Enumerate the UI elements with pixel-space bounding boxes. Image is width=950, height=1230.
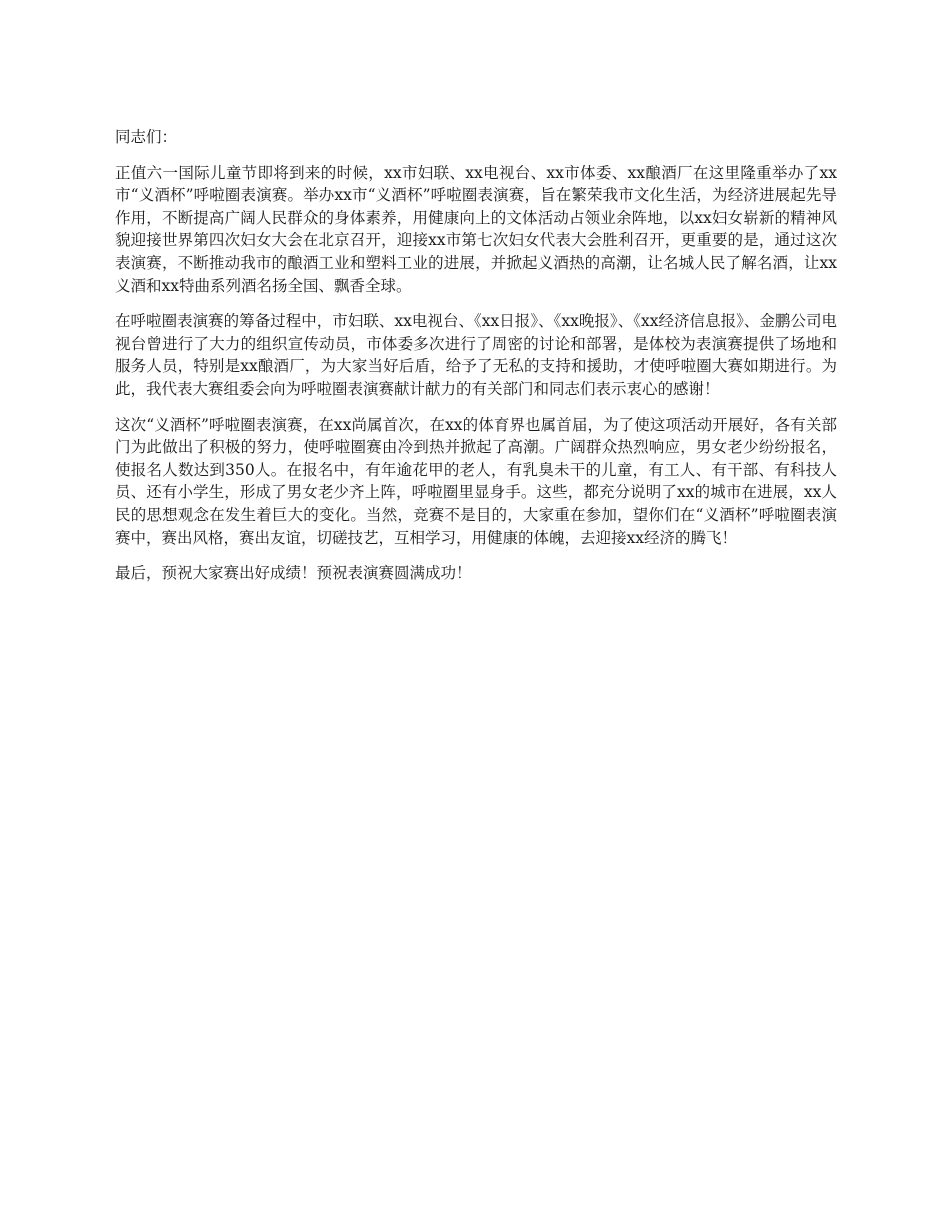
document-page — [115, 126, 837, 598]
paragraph-preparation: 在呼啦圈表演赛的筹备过程中，市妇联、xx电视台、《xx日报》、《xx晚报》、《xx经济信息报》、金鹏公司电视台曾进行了大力的组织宣传动员，市体委多次进行了周密的讨论和部署，是体校为表演赛提供了场地和服务人员，特别是xx酿酒厂，为大家当好后盾，给予了无私的支持和援助，才使呼啦圈大赛如期进行。为此，我代表大赛组委会向为呼啦圈表演赛献计献力的有关部门和同志们表示衷心的感谢！ — [115, 312, 837, 398]
greeting: 同志们： — [115, 128, 178, 146]
paragraph-event: 这次“义酒杯”呼啦圈表演赛，在xx尚属首次，在xx的体育界也属首届，为了使这项活动开展好，各有关部门为此做出了积极的努力，使呼啦圈赛由冷到热并掀起了高潮。广阔群众热烈响应，男女老少纷纷报名，使报名人数达到350人。在报名中，有年逾花甲的老人，有乳臭未干的儿童，有工人、有干部、有科技人员、还有小学生，形成了男女老少齐上阵，呼啦圈里显身手。这些，都充分说明了xx的城市在进展，xx人民的思想观念在发生着巨大的变化。当然，竞赛不是目的，大家重在参加，望你们在“义酒杯”呼啦圈表演赛中，赛出风格，赛出友谊，切磋技艺，互相学习，用健康的体魄，去迎接xx经济的腾飞！ — [115, 415, 837, 547]
paragraph-opening: 正值六一国际儿童节即将到来的时候，xx市妇联、xx电视台、xx市体委、xx酿酒厂在这里隆重举办了xx市“义酒杯”呼啦圈表演赛。举办xx市“义酒杯”呼啦圈表演赛，旨在繁荣我市文化生活，为经济进展起先导作用，不断提高广阔人民群众的身体素养，用健康向上的文体活动占领业余阵地，以xx妇女崭新的精神风貌迎接世界第四次妇女大会在北京召开，迎接xx市第七次妇女代表大会胜利召开，更重要的是，通过这次表演赛，不断推动我市的酿酒工业和塑料工业的进展，并掀起义酒热的高潮，让名城人民了解名酒，让xx义酒和xx特曲系列酒名扬全国、飘香全球。 — [115, 163, 837, 295]
paragraph-closing: 最后，预祝大家赛出好成绩！预祝表演赛圆满成功！ — [115, 564, 472, 583]
